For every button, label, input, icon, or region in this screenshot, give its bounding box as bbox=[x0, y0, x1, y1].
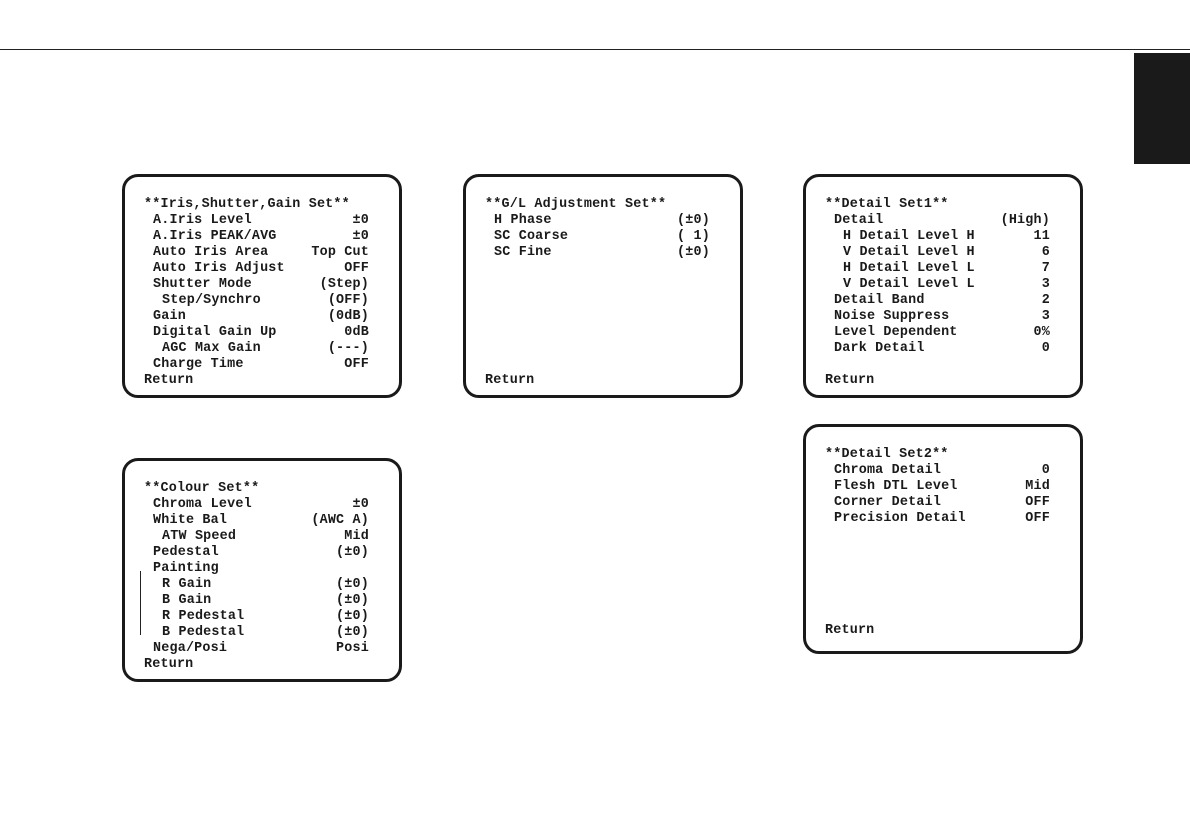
menu-item-label: Chroma Level bbox=[153, 497, 252, 512]
menu-item-value: Mid bbox=[344, 529, 369, 544]
menu-item-label: B Gain bbox=[162, 593, 212, 608]
menu-item-label: H Detail Level H bbox=[843, 229, 975, 244]
menu-item-label: Chroma Detail bbox=[834, 463, 942, 478]
menu-item-value: (AWC A) bbox=[311, 513, 369, 528]
menu-item-label: Gain bbox=[153, 309, 186, 324]
gl-adjustment-menu bbox=[463, 174, 743, 398]
menu-item-value: Posi bbox=[336, 641, 369, 656]
section-tab bbox=[1134, 53, 1190, 164]
menu-item-value: (±0) bbox=[336, 593, 369, 608]
menu-item[interactable] bbox=[144, 513, 369, 529]
menu-item-label: Detail Band bbox=[834, 293, 925, 308]
menu-item-value: 11 bbox=[1033, 229, 1050, 244]
menu-item-label: Shutter Mode bbox=[153, 277, 252, 292]
menu-item-label: Digital Gain Up bbox=[153, 325, 277, 340]
menu-item[interactable] bbox=[825, 341, 1050, 357]
menu-item-label: Painting bbox=[153, 561, 219, 576]
menu-item-label: SC Coarse bbox=[494, 229, 569, 244]
top-rule bbox=[0, 49, 1190, 50]
menu-item[interactable] bbox=[825, 495, 1050, 511]
menu-title: **Iris,Shutter,Gain Set** bbox=[144, 197, 350, 212]
menu-item-label: Noise Suppress bbox=[834, 309, 950, 324]
menu-item[interactable] bbox=[144, 609, 369, 625]
colour-set-menu bbox=[122, 458, 402, 682]
menu-item-label: Charge Time bbox=[153, 357, 244, 372]
menu-item[interactable] bbox=[825, 245, 1050, 261]
return-item[interactable]: Return bbox=[825, 623, 875, 638]
menu-item[interactable] bbox=[144, 277, 369, 293]
menu-item-label: Flesh DTL Level bbox=[834, 479, 958, 494]
menu-item[interactable] bbox=[144, 293, 369, 309]
menu-item[interactable] bbox=[825, 293, 1050, 309]
menu-item-value: (±0) bbox=[677, 213, 710, 228]
menu-item-label: A.Iris PEAK/AVG bbox=[153, 229, 277, 244]
menu-item-value: (±0) bbox=[677, 245, 710, 260]
menu-item[interactable] bbox=[144, 357, 369, 373]
menu-rows bbox=[485, 197, 710, 261]
menu-item-value: 0% bbox=[1033, 325, 1050, 340]
return-item[interactable] bbox=[144, 373, 369, 389]
menu-item-value: (0dB) bbox=[327, 309, 369, 324]
menu-title: **Detail Set2** bbox=[825, 447, 949, 462]
menu-item-value: ±0 bbox=[352, 213, 369, 228]
menu-item[interactable] bbox=[144, 325, 369, 341]
menu-title: **Detail Set1** bbox=[825, 197, 949, 212]
menu-item-value: 0 bbox=[1041, 341, 1050, 356]
menu-item-label: Nega/Posi bbox=[153, 641, 228, 656]
menu-item-value: 3 bbox=[1041, 309, 1050, 324]
menu-item-label: B Pedestal bbox=[162, 625, 245, 640]
return-item[interactable]: Return bbox=[825, 373, 875, 388]
menu-item[interactable] bbox=[144, 261, 369, 277]
menu-item-value: OFF bbox=[344, 357, 369, 372]
menu-item-label: V Detail Level L bbox=[843, 277, 975, 292]
menu-item[interactable] bbox=[144, 545, 369, 561]
menu-item[interactable] bbox=[825, 309, 1050, 325]
menu-item-label: Detail bbox=[834, 213, 884, 228]
menu-item-value: (±0) bbox=[336, 545, 369, 560]
menu-item[interactable] bbox=[144, 529, 369, 545]
menu-item[interactable] bbox=[144, 213, 369, 229]
menu-item-label: Level Dependent bbox=[834, 325, 958, 340]
menu-item[interactable] bbox=[825, 463, 1050, 479]
menu-item[interactable] bbox=[144, 341, 369, 357]
detail-set1-menu bbox=[803, 174, 1083, 398]
return-label: Return bbox=[144, 373, 194, 388]
menu-title: **Colour Set** bbox=[144, 481, 260, 496]
menu-item[interactable] bbox=[144, 641, 369, 657]
menu-rows bbox=[144, 197, 369, 389]
menu-item[interactable] bbox=[825, 213, 1050, 229]
menu-item[interactable] bbox=[144, 593, 369, 609]
menu-item-value: 2 bbox=[1041, 293, 1050, 308]
menu-item-value: 6 bbox=[1041, 245, 1050, 260]
menu-item-value: (OFF) bbox=[327, 293, 369, 308]
menu-rows bbox=[144, 481, 369, 673]
menu-rows bbox=[825, 447, 1050, 527]
menu-item[interactable] bbox=[825, 325, 1050, 341]
menu-item[interactable] bbox=[144, 561, 369, 577]
menu-item-value: 3 bbox=[1041, 277, 1050, 292]
menu-item[interactable] bbox=[485, 213, 710, 229]
menu-item-value: Mid bbox=[1025, 479, 1050, 494]
menu-item-label: Dark Detail bbox=[834, 341, 925, 356]
menu-item-label: V Detail Level H bbox=[843, 245, 975, 260]
menu-item-value: Top Cut bbox=[311, 245, 369, 260]
menu-item-value: (±0) bbox=[336, 577, 369, 592]
menu-item[interactable] bbox=[144, 245, 369, 261]
menu-item-label: H Detail Level L bbox=[843, 261, 975, 276]
menu-item[interactable] bbox=[825, 479, 1050, 495]
menu-item-value: 0dB bbox=[344, 325, 369, 340]
menu-item-label: Pedestal bbox=[153, 545, 219, 560]
iris-shutter-gain-menu bbox=[122, 174, 402, 398]
menu-item-label: Auto Iris Area bbox=[153, 245, 269, 260]
menu-item-value: 0 bbox=[1041, 463, 1050, 478]
return-label: Return bbox=[144, 657, 194, 672]
menu-item-label: R Pedestal bbox=[162, 609, 245, 624]
menu-item-value: (±0) bbox=[336, 625, 369, 640]
menu-item-value: 7 bbox=[1041, 261, 1050, 276]
menu-item[interactable] bbox=[144, 497, 369, 513]
menu-item-label: Precision Detail bbox=[834, 511, 966, 526]
menu-item-label: White Bal bbox=[153, 513, 228, 528]
menu-item-label: Step/Synchro bbox=[162, 293, 261, 308]
menu-item-value: ( 1) bbox=[677, 229, 710, 244]
menu-item-label: ATW Speed bbox=[162, 529, 237, 544]
return-item[interactable] bbox=[144, 657, 369, 673]
menu-item[interactable] bbox=[144, 625, 369, 641]
menu-item[interactable] bbox=[825, 277, 1050, 293]
menu-item-label: R Gain bbox=[162, 577, 212, 592]
menu-item[interactable] bbox=[144, 229, 369, 245]
menu-item[interactable] bbox=[144, 577, 369, 593]
menu-item-label: H Phase bbox=[494, 213, 552, 228]
menu-item[interactable] bbox=[144, 309, 369, 325]
menu-item-label: Corner Detail bbox=[834, 495, 942, 510]
menu-item[interactable] bbox=[485, 245, 710, 261]
return-item[interactable]: Return bbox=[485, 373, 535, 388]
menu-item-value: (±0) bbox=[336, 609, 369, 624]
menu-item-label: SC Fine bbox=[494, 245, 552, 260]
menu-item-value: ±0 bbox=[352, 229, 369, 244]
menu-item-value: (Step) bbox=[319, 277, 369, 292]
menu-item-value: ±0 bbox=[352, 497, 369, 512]
menu-item-value: OFF bbox=[344, 261, 369, 276]
menu-rows bbox=[825, 197, 1050, 357]
menu-item-value: OFF bbox=[1025, 495, 1050, 510]
menu-item-label: Auto Iris Adjust bbox=[153, 261, 285, 276]
menu-item-label: A.Iris Level bbox=[153, 213, 252, 228]
menu-item[interactable] bbox=[485, 229, 710, 245]
menu-item-label: AGC Max Gain bbox=[162, 341, 261, 356]
menu-item-value: (High) bbox=[1000, 213, 1050, 228]
painting-bracket bbox=[140, 571, 141, 635]
menu-item-value: OFF bbox=[1025, 511, 1050, 526]
menu-item[interactable] bbox=[825, 511, 1050, 527]
menu-title: **G/L Adjustment Set** bbox=[485, 197, 667, 212]
menu-item-value: (---) bbox=[327, 341, 369, 356]
menu-item[interactable] bbox=[825, 261, 1050, 277]
detail-set2-menu bbox=[803, 424, 1083, 654]
menu-item[interactable] bbox=[825, 229, 1050, 245]
